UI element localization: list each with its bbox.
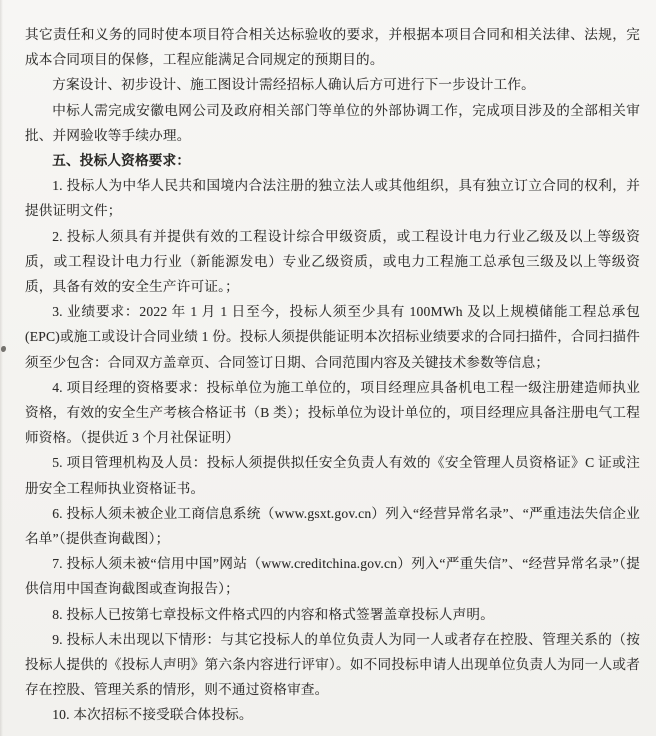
scan-artifact-speck [1, 346, 6, 352]
requirement-item-10: 10. 本次招标不接受联合体投标。 [52, 707, 253, 723]
requirement-item-6: 6. 投标人须未被企业工商信息系统（www.gsxt.gov.cn）列入“经营异常名录”、“严重违法失信企业名单”（提供查询截图）； [25, 505, 640, 547]
requirement-item-5: 5. 项目管理机构及人员：投标人须提供拟任安全负责人有效的《安全管理人员资格证》C 证或注册安全工程师执业资格证书。 [25, 455, 640, 496]
requirement-item-4: 4. 项目经理的资格要求：投标单位为施工单位的，项目经理应具备机电工程一级注册建造师执业资格，有效的安全生产考核合格证书（B 类）；投标单位为设计单位的，项目经理应具备注册电气工程师资格。（提供近 3 个月社保证明） [25, 379, 640, 446]
paragraph-design-approval: 方案设计、初步设计、施工图设计需经招标人确认后方可进行下一步设计工作。 [52, 77, 535, 93]
requirement-item-1: 1. 投标人为中华人民共和国境内合法注册的独立法人或其他组织，具有独立订立合同的权利，并提供证明文件； [25, 178, 640, 219]
scan-edge-shadow [0, 0, 3, 736]
requirement-item-9: 9. 投标人未出现以下情形：与其它投标人的单位负责人为同一人或者存在控股、管理关系的（按投标人提供的《投标人声明》第六条内容进行评审）。如不同投标申请人出现单位负责人为同一人或者存在控股、管理关系的情形，则不通过资格审查。 [25, 631, 640, 698]
paragraph-obligations-continuation: 其它责任和义务的同时使本项目符合相关达标验收的要求，并根据本项目合同和相关法律、法规，完成本合同项目的保修，工程应能满足合同规定的预期目的。 [25, 27, 640, 68]
paragraph-external-coordination: 中标人需完成安徽电网公司及政府相关部门等单位的外部协调工作，完成项目涉及的全部相关审批、并网验收等手续办理。 [25, 102, 640, 143]
document-text-block [25, 22, 640, 728]
section-heading-bidder-qualifications: 五、投标人资格要求： [52, 153, 191, 169]
requirement-item-3: 3. 业绩要求：2022 年 1 月 1 日至今，投标人须至少具有 100MWh 及以上规模储能工程总承包(EPC)或施工或设计合同业绩 1 份。投标人须提供能证明本次招标业绩要求的合同扫描件，合同扫描件须至少包含：合同双方盖章页、合同签订日期、合同范围内容及关键技术参数等信息； [25, 304, 640, 370]
requirement-item-2: 2. 投标人须具有并提供有效的工程设计综合甲级资质，或工程设计电力行业乙级及以上等级资质，或工程设计电力行业（新能源发电）专业乙级资质，或电力工程施工总承包三级及以上等级资质，具备有效的安全生产许可证。； [25, 228, 640, 295]
requirement-item-8: 8. 投标人已按第七章投标文件格式四的内容和格式签署盖章投标人声明。 [52, 606, 494, 622]
requirement-item-7: 7. 投标人须未被“信用中国”网站（www.creditchina.gov.cn）列入“严重失信”、“经营异常名录”（提供信用中国查询截图或查询报告）； [25, 556, 640, 597]
